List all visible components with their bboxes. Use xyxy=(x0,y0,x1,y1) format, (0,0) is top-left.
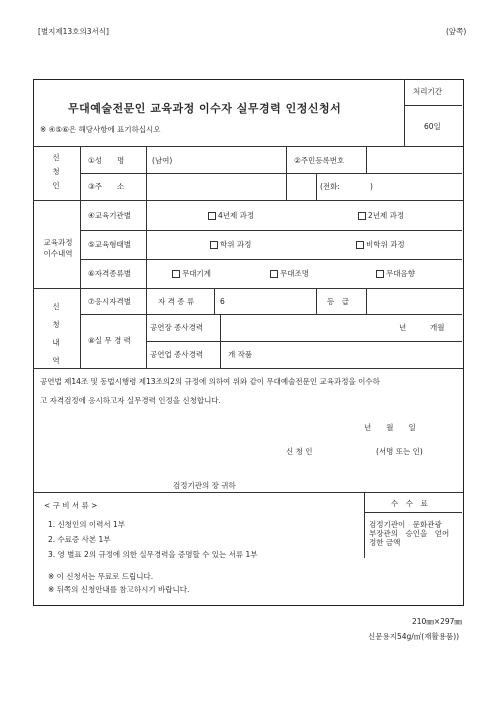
career-label: ⑧실 무 경 력 xyxy=(88,336,131,345)
works-count-field[interactable]: 개 작품 xyxy=(228,350,253,359)
checkbox-icon xyxy=(210,241,218,249)
cert-kind-label: 자 격 종 류 xyxy=(158,297,195,306)
checkbox-degree[interactable]: 학위 과정 xyxy=(210,241,251,249)
checkbox-2-year[interactable]: 2년제 과정 xyxy=(358,212,404,220)
institution-label: ④교육기관별 xyxy=(88,211,131,220)
name-label: ①성 명 xyxy=(88,156,125,165)
free-form-note: ※ 이 신청서는 무료로 드립니다. xyxy=(48,572,154,581)
applicant-sign-label: 신 청 인 xyxy=(286,447,313,456)
document-item: 3. 영 별표 2의 규정에 의한 실무경력을 증명할 수 있는 서류 1부 xyxy=(48,550,258,559)
resident-id-label: ②주민등록번호 xyxy=(294,156,345,165)
fee-description: 검정기관이 문화관광 부장관의 승인을 얻어 정한 금액 xyxy=(369,520,450,547)
checkbox-icon xyxy=(356,241,364,249)
career-month-field[interactable]: 개월 xyxy=(430,323,445,332)
type-label: ⑤교육형태별 xyxy=(88,240,131,249)
page-side: (앞쪽) xyxy=(446,27,467,36)
education-section-label: 교육과정 이수내역 xyxy=(43,238,73,258)
checkbox-icon xyxy=(376,270,384,278)
checkbox-icon xyxy=(172,270,180,278)
cert-eligibility-label: ⑦응시자격별 xyxy=(88,297,131,306)
document-item: 1. 신청인의 이력서 1부 xyxy=(48,520,126,529)
request-section-label: 신 청 내 역 xyxy=(52,302,60,365)
applicant-section-label: 신 청 인 xyxy=(52,153,60,190)
checkbox-4-year[interactable]: 4년제 과정 xyxy=(208,212,254,220)
form-number: [별지제13호의3서식] xyxy=(38,27,109,36)
processing-period-label: 처리기간 xyxy=(413,87,442,96)
processing-period-value: 60일 xyxy=(424,122,441,131)
name-field[interactable]: (남여) xyxy=(152,156,173,165)
checkbox-icon xyxy=(270,270,278,278)
form-title: 무대예술전문인 교육과정 이수자 실무경력 인정신청서 xyxy=(68,102,342,115)
paper-size: 210㎜×297㎜ xyxy=(412,617,462,626)
qualification-label: ⑥자격종류별 xyxy=(88,269,131,278)
guide-note: ※ 뒤쪽의 신청안내를 참고하시기 바랍니다. xyxy=(48,585,190,594)
signature-field[interactable]: (서명 또는 인) xyxy=(376,447,423,456)
checkbox-stage-machinery[interactable]: 무대기계 xyxy=(172,270,211,278)
checkbox-non-degree[interactable]: 비학위 과정 xyxy=(356,241,405,249)
career-year-field[interactable]: 년 xyxy=(399,323,407,332)
document-item: 2. 수료증 사본 1부 xyxy=(48,535,111,544)
statement-line-1: 공연법 제14조 및 동법시행령 제13조의2의 규정에 의하여 위와 같이 무대예술전문인 교육과정을 이수하 xyxy=(40,377,380,386)
cert-kind-field[interactable]: 6 xyxy=(220,297,225,306)
performance-business-career-label: 공연업 종사경력 xyxy=(150,350,204,359)
grade-label: 등 급 xyxy=(327,297,349,306)
recipient: 검정기관의 장 귀하 xyxy=(173,481,236,490)
paper-spec: 신문용지54g/㎡(재활용품)) xyxy=(368,632,460,641)
documents-header: < 구 비 서 류 > xyxy=(44,501,98,510)
form-note: ※ ④⑤⑥은 해당사항에 표기하십시오 xyxy=(40,125,161,134)
checkbox-stage-sound[interactable]: 무대음향 xyxy=(376,270,415,278)
checkbox-stage-lighting[interactable]: 무대조명 xyxy=(270,270,309,278)
phone-field[interactable]: (전화: ) xyxy=(320,182,373,191)
date-field[interactable]: 년 월 일 xyxy=(364,423,416,432)
checkbox-icon xyxy=(208,212,216,220)
checkbox-icon xyxy=(358,212,366,220)
performance-venue-career-label: 공연장 종사경력 xyxy=(150,323,204,332)
statement-line-2: 고 자격검정에 응시하고자 실무경력 인정을 신청합니다. xyxy=(40,396,221,405)
fee-header: 수 수 료 xyxy=(391,499,428,508)
address-label: ③주 소 xyxy=(88,182,125,191)
